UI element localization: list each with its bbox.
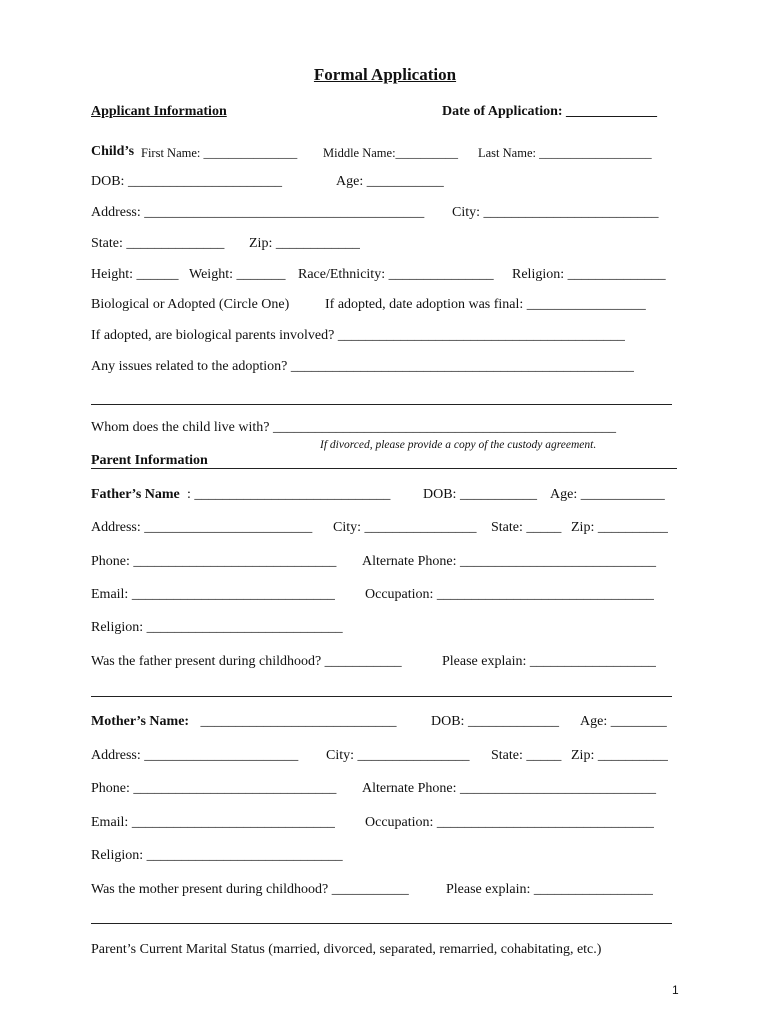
mother-email-field[interactable]: Email: _____________________________ bbox=[91, 815, 335, 830]
father-alt-phone-field[interactable]: Alternate Phone: ____________________________ bbox=[362, 554, 656, 569]
child-address-field[interactable]: Address: ________________________________________ bbox=[91, 205, 425, 220]
adoption-issues-field[interactable]: Any issues related to the adoption? _________________________________________________ bbox=[91, 359, 634, 374]
father-occupation-field[interactable]: Occupation: _______________________________ bbox=[365, 587, 654, 602]
mother-name-label: Mother’s Name: bbox=[91, 714, 190, 729]
adoption-final-date-field[interactable]: If adopted, date adoption was final: _________________ bbox=[325, 297, 646, 312]
mother-dob-field[interactable]: DOB: _____________ bbox=[431, 714, 559, 729]
mother-zip-field[interactable]: Zip: __________ bbox=[571, 748, 668, 763]
father-dob-field[interactable]: DOB: ___________ bbox=[423, 487, 537, 502]
father-address-field[interactable]: Address: ________________________ bbox=[91, 520, 313, 535]
child-dob-field[interactable]: DOB: ______________________ bbox=[91, 174, 282, 189]
mother-alt-phone-field[interactable]: Alternate Phone: ____________________________ bbox=[362, 781, 656, 796]
father-age-field[interactable]: Age: ____________ bbox=[550, 487, 665, 502]
mother-religion-field[interactable]: Religion: ____________________________ bbox=[91, 848, 343, 863]
date-of-application-field[interactable]: Date of Application: _____________ bbox=[442, 104, 658, 119]
adoption-issues-continuation-line[interactable] bbox=[91, 404, 672, 405]
child-weight-field[interactable]: Weight: _______ bbox=[189, 267, 286, 282]
child-middle-name-field[interactable]: Middle Name:__________ bbox=[323, 146, 459, 160]
page-number: 1 bbox=[672, 983, 679, 997]
applicant-section-heading: Applicant Information bbox=[91, 104, 227, 119]
father-religion-field[interactable]: Religion: ____________________________ bbox=[91, 620, 343, 635]
parent-section-rule bbox=[91, 468, 677, 469]
lives-with-field[interactable]: Whom does the child live with? _________________________________________________ bbox=[91, 420, 616, 435]
mother-name-field[interactable]: ____________________________ bbox=[197, 714, 397, 729]
mother-phone-field[interactable]: Phone: _____________________________ bbox=[91, 781, 337, 796]
parent-section-heading: Parent Information bbox=[91, 453, 208, 468]
father-zip-field[interactable]: Zip: __________ bbox=[571, 520, 668, 535]
child-first-name-field[interactable]: First Name: _______________ bbox=[141, 146, 298, 160]
child-zip-field[interactable]: Zip: ____________ bbox=[249, 236, 360, 251]
child-religion-field[interactable]: Religion: ______________ bbox=[512, 267, 666, 282]
father-present-field[interactable]: Was the father present during childhood? ___________ bbox=[91, 654, 402, 669]
father-state-field[interactable]: State: _____ bbox=[491, 520, 562, 535]
custody-note: If divorced, please provide a copy of the custody agreement. bbox=[320, 439, 597, 451]
mother-state-field[interactable]: State: _____ bbox=[491, 748, 562, 763]
father-phone-field[interactable]: Phone: _____________________________ bbox=[91, 554, 337, 569]
child-height-field[interactable]: Height: ______ bbox=[91, 267, 179, 282]
marital-status-label: Parent’s Current Marital Status (married, divorced, separated, remarried, cohabitating, etc.) bbox=[91, 942, 602, 957]
mother-address-field[interactable]: Address: ______________________ bbox=[91, 748, 299, 763]
mother-occupation-field[interactable]: Occupation: _______________________________ bbox=[365, 815, 654, 830]
mother-explain-continuation-line[interactable] bbox=[91, 923, 672, 924]
mother-city-field[interactable]: City: ________________ bbox=[326, 748, 470, 763]
child-city-field[interactable]: City: _________________________ bbox=[452, 205, 659, 220]
mother-present-field[interactable]: Was the mother present during childhood? ___________ bbox=[91, 882, 409, 897]
child-label: Child’s bbox=[91, 144, 135, 159]
form-title: Formal Application bbox=[313, 65, 457, 84]
biological-parents-involved-field[interactable]: If adopted, are biological parents involved? _________________________________________ bbox=[91, 328, 625, 343]
child-race-field[interactable]: Race/Ethnicity: _______________ bbox=[298, 267, 494, 282]
father-city-field[interactable]: City: ________________ bbox=[333, 520, 477, 535]
child-age-field[interactable]: Age: ___________ bbox=[336, 174, 444, 189]
child-state-field[interactable]: State: ______________ bbox=[91, 236, 225, 251]
father-name-label: Father’s Name bbox=[91, 487, 180, 502]
father-explain-field[interactable]: Please explain: __________________ bbox=[442, 654, 656, 669]
child-last-name-field[interactable]: Last Name: __________________ bbox=[478, 146, 652, 160]
biological-or-adopted-field[interactable]: Biological or Adopted (Circle One) bbox=[91, 297, 290, 312]
mother-age-field[interactable]: Age: ________ bbox=[580, 714, 667, 729]
father-name-field[interactable]: : ____________________________ bbox=[187, 487, 391, 502]
father-email-field[interactable]: Email: _____________________________ bbox=[91, 587, 335, 602]
father-explain-continuation-line[interactable] bbox=[91, 696, 672, 697]
mother-explain-field[interactable]: Please explain: _________________ bbox=[446, 882, 653, 897]
